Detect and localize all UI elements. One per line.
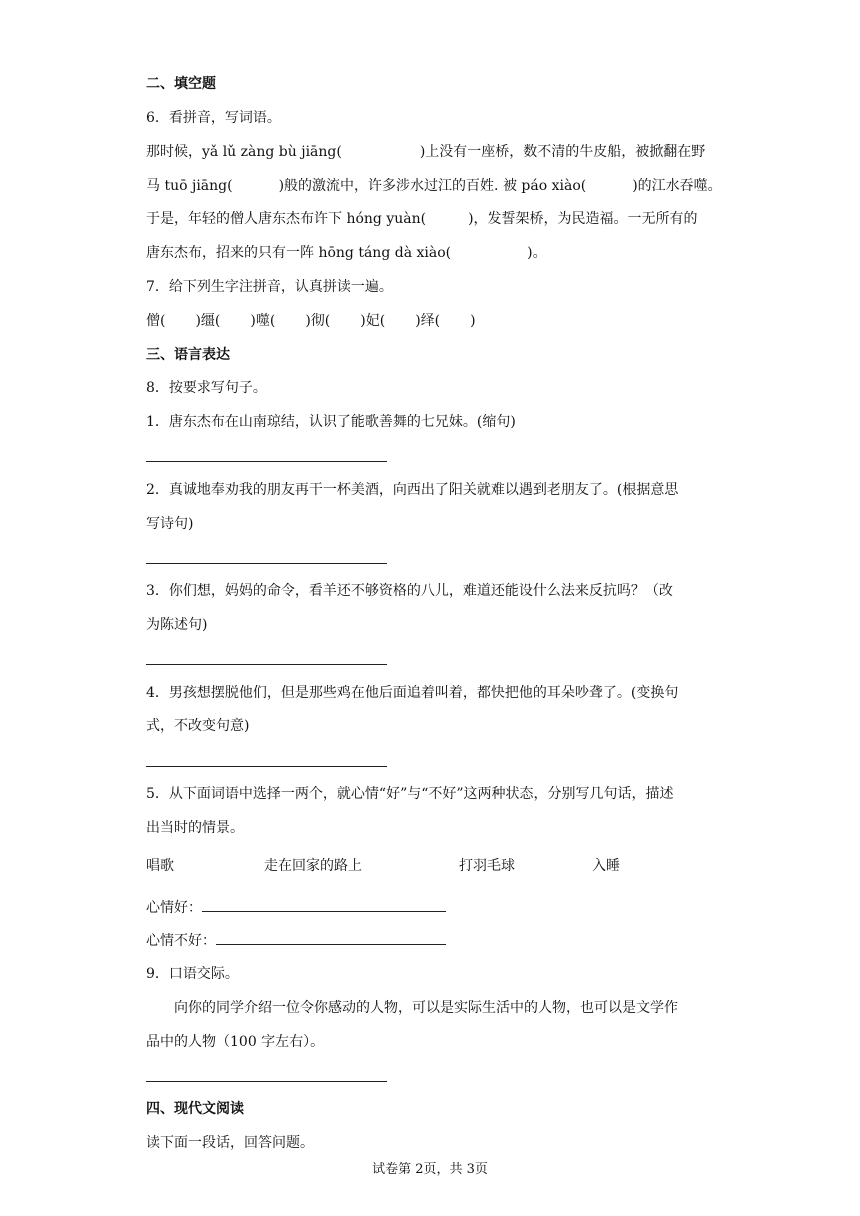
question-7-prompt: 7．给下列生字注拼音，认真拼读一遍。 (146, 279, 393, 295)
char-item: 僧( (146, 313, 166, 329)
pinyin: yǎ lǔ zàng bù jiāng( (202, 144, 342, 160)
word-option: 打羽毛球 (459, 858, 515, 874)
question-8-item-4-line-1: 4．男孩想摆脱他们，但是那些鸡在他后面追着叫着，都快把他的耳朵吵聋了。(变换句 (146, 685, 679, 701)
answer-line[interactable] (146, 461, 387, 462)
char-item: )彻( (305, 313, 331, 329)
question-8-item-3-line-2: 为陈述句) (146, 617, 208, 633)
text: )。 (527, 245, 547, 261)
section-title-language-expression: 三、语言表达 (146, 347, 230, 363)
question-8-item-3-line-1: 3．你们想，妈妈的命令，看羊还不够资格的八儿，难道还能设什么法来反抗吗？（改 (146, 583, 673, 599)
reading-prompt: 读下面一段话，回答问题。 (146, 1135, 314, 1151)
question-6-line-3 (146, 209, 726, 229)
page-footer: 试卷第 2页，共 3页 (372, 1162, 488, 1177)
question-9-body-line-2: 品中的人物（100 字左右）。 (146, 1034, 325, 1050)
pinyin: páo xiào( (521, 178, 587, 194)
answer-line[interactable] (146, 1081, 387, 1082)
text: 马 (146, 178, 165, 194)
pinyin: hóng yuàn( (346, 211, 427, 227)
good-mood-answer-line[interactable] (202, 897, 446, 912)
text: 于是，年轻的僧人唐东杰布许下 (146, 211, 347, 227)
question-6-line-4 (146, 243, 726, 263)
question-7-chars (146, 311, 726, 331)
question-8-prompt: 8．按要求写句子。 (146, 380, 267, 396)
bad-mood-row (146, 930, 726, 951)
text: 那时候， (146, 144, 202, 160)
question-8-item-4-line-2: 式，不改变句意) (146, 718, 250, 734)
answer-line[interactable] (146, 664, 387, 665)
question-9-body-line-1: 向你的同学介绍一位令你感动的人物，可以是实际生活中的人物，也可以是文学作 (174, 1000, 678, 1016)
answer-line[interactable] (146, 766, 387, 767)
question-8-item-5-line-2: 出当时的情景。 (146, 820, 244, 836)
question-6-line-1 (146, 142, 726, 162)
char-item: )绎( (415, 313, 441, 329)
pinyin: tuō jiāng( (164, 178, 233, 194)
char-item: )噬( (250, 313, 276, 329)
word-option: 入睡 (592, 858, 620, 874)
pinyin: hōng táng dà xiào( (318, 245, 452, 261)
word-option: 唱歌 (146, 858, 174, 874)
good-mood-label: 心情好： (146, 900, 202, 916)
question-8-item-2-line-1: 2．真诚地奉劝我的朋友再干一杯美酒，向西出了阳关就难以遇到老朋友了。(根据意思 (146, 482, 679, 498)
answer-line[interactable] (146, 563, 387, 564)
good-mood-row (146, 897, 726, 918)
question-8-item-5-line-1: 5．从下面词语中选择一两个，就心情“好”与“不好”这两种状态，分别写几句话，描述 (146, 786, 674, 802)
bad-mood-label: 心情不好： (146, 933, 216, 949)
question-8-item-1: 1．唐东杰布在山南琼结，认识了能歌善舞的七兄妹。(缩句) (146, 414, 516, 430)
text: )，发誓架桥，为民造福。一无所有的 (468, 211, 698, 227)
char-item: )妃( (360, 313, 386, 329)
text: )的江水吞噬。 (632, 178, 722, 194)
question-8-item-2-line-2: 写诗句) (146, 516, 194, 532)
question-6-line-2 (146, 176, 726, 196)
text: )般的激流中，许多涉水过江的百姓. 被 (278, 178, 522, 194)
char-item: )缰( (195, 313, 221, 329)
section-title-fill-blank: 二、填空题 (146, 76, 216, 92)
text: )上没有一座桥，数不清的牛皮船，被掀翻在野 (419, 144, 706, 160)
text: 唐东杰布，招来的只有一阵 (146, 245, 319, 261)
bad-mood-answer-line[interactable] (216, 930, 446, 945)
question-9-prompt: 9．口语交际。 (146, 966, 239, 982)
question-6-prompt: 6．看拼音，写词语。 (146, 110, 281, 126)
section-title-modern-reading: 四、现代文阅读 (146, 1101, 244, 1117)
word-option: 走在回家的路上 (264, 858, 362, 874)
char-item: ) (470, 313, 476, 329)
